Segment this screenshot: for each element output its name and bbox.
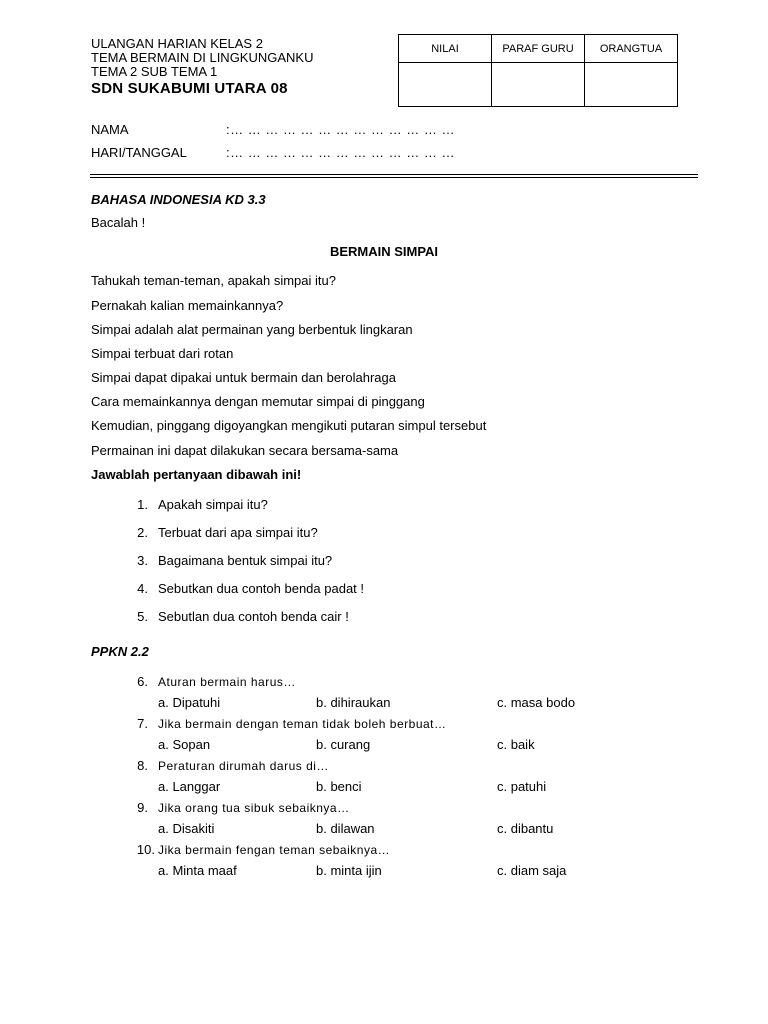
question-number: 8. — [137, 758, 148, 773]
story-paragraph: Permainan ini dapat dilakukan secara bersama-sama — [91, 443, 399, 458]
option-a: a. Langgar — [158, 779, 221, 794]
story-paragraph: Kemudian, pinggang digoyangkan mengikuti putaran simpul tersebut — [91, 418, 487, 433]
question-text: Apakah simpai itu? — [158, 497, 268, 512]
instruction-text: Bacalah ! — [91, 215, 146, 230]
question-text: Jika bermain fengan teman sebaiknya… — [158, 843, 391, 857]
date-label: HARI/TANGGAL — [91, 145, 187, 160]
header-line-1: ULANGAN HARIAN KELAS 2 — [91, 36, 263, 51]
option-c: c. diam saja — [497, 863, 567, 878]
option-b: b. dilawan — [316, 821, 375, 836]
option-b: b. dihiraukan — [316, 695, 391, 710]
grade-header-paraf-guru: PARAF GURU — [492, 35, 585, 63]
question-number: 5. — [137, 609, 148, 624]
name-field[interactable]: :… … … … … … … … … … … … … — [226, 122, 455, 137]
grade-table — [398, 34, 678, 107]
grade-cell-nilai[interactable] — [399, 63, 492, 107]
story-paragraph: Simpai dapat dipakai untuk bermain dan berolahraga — [91, 370, 396, 385]
option-c: c. dibantu — [497, 821, 554, 836]
header-line-2: TEMA BERMAIN DI LINGKUNGANKU — [91, 50, 314, 65]
header-line-3: TEMA 2 SUB TEMA 1 — [91, 64, 218, 79]
section-heading-ppkn: PPKN 2.2 — [91, 644, 149, 659]
grade-cell-paraf-guru[interactable] — [492, 63, 585, 107]
question-number: 4. — [137, 581, 148, 596]
option-c: c. patuhi — [497, 779, 547, 794]
name-label: NAMA — [91, 122, 129, 137]
question-text: Sebutkan dua contoh benda padat ! — [158, 581, 365, 596]
question-text: Jika orang tua sibuk sebaiknya… — [158, 801, 350, 815]
question-number: 7. — [137, 716, 148, 731]
option-c: c. masa bodo — [497, 695, 576, 710]
question-number: 2. — [137, 525, 148, 540]
option-a: a. Minta maaf — [158, 863, 237, 878]
question-text: Peraturan dirumah darus di… — [158, 759, 329, 773]
option-a: a. Disakiti — [158, 821, 215, 836]
question-number: 6. — [137, 674, 148, 689]
school-name: SDN SUKABUMI UTARA 08 — [91, 80, 288, 97]
option-b: b. minta ijin — [316, 863, 382, 878]
grade-header-nilai: NILAI — [399, 35, 492, 63]
story-paragraph: Cara memainkannya dengan memutar simpai di pinggang — [91, 394, 425, 409]
grade-cell-orangtua[interactable] — [585, 63, 678, 107]
section-heading-bahasa: BAHASA INDONESIA KD 3.3 — [91, 192, 266, 207]
option-a: a. Sopan — [158, 737, 211, 752]
option-a: a. Dipatuhi — [158, 695, 221, 710]
question-text: Bagaimana bentuk simpai itu? — [158, 553, 333, 568]
question-number: 3. — [137, 553, 148, 568]
question-text: Aturan bermain harus… — [158, 675, 296, 689]
question-number: 10. — [136, 842, 155, 857]
option-c: c. baik — [497, 737, 535, 752]
question-prompt: Jawablah pertanyaan dibawah ini! — [91, 467, 302, 482]
question-text: Sebutlan dua contoh benda cair ! — [158, 609, 349, 624]
question-text: Terbuat dari apa simpai itu? — [158, 525, 318, 540]
story-paragraph: Simpai adalah alat permainan yang berbentuk lingkaran — [91, 322, 413, 337]
question-text: Jika bermain dengan teman tidak boleh berbuat… — [158, 717, 447, 731]
option-b: b. benci — [316, 779, 362, 794]
story-paragraph: Simpai terbuat dari rotan — [91, 346, 234, 361]
option-b: b. curang — [316, 737, 371, 752]
story-title: BERMAIN SIMPAI — [329, 244, 439, 259]
question-number: 1. — [137, 497, 148, 512]
story-paragraph: Tahukah teman-teman, apakah simpai itu? — [91, 273, 336, 288]
story-paragraph: Pernakah kalian memainkannya? — [91, 298, 284, 313]
question-number: 9. — [137, 800, 148, 815]
header-divider — [90, 174, 698, 178]
grade-header-orangtua: ORANGTUA — [585, 35, 678, 63]
date-field[interactable]: :… … … … … … … … … … … … … — [226, 145, 455, 160]
